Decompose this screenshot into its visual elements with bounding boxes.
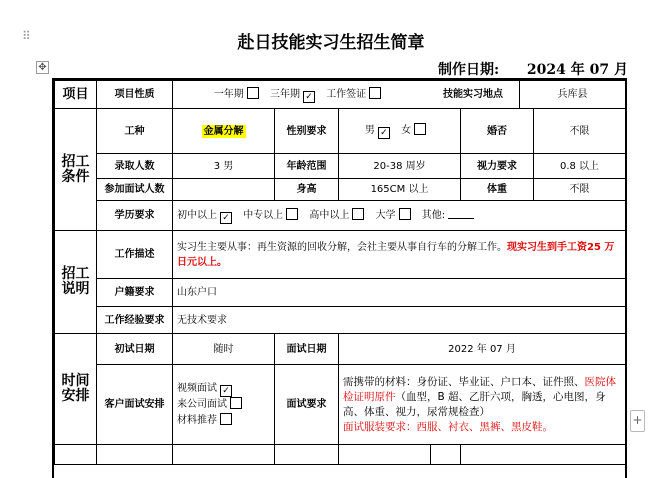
weight-label: 体重 — [461, 179, 534, 200]
option-material-referral[interactable]: 材料推荐 — [177, 413, 270, 429]
conditions-section-title: 招工条件 — [55, 109, 97, 231]
vision-cell — [461, 154, 626, 179]
check-mark-icon: ✓ — [222, 212, 230, 223]
hire-value: 3 男 — [173, 154, 275, 179]
add-row-icon[interactable]: + — [630, 410, 645, 432]
check-mark-icon: ✓ — [380, 128, 388, 138]
height-value: 165CM 以上 — [339, 179, 461, 201]
education-options — [173, 201, 626, 231]
drag-handle-icon[interactable]: ⠿ — [22, 29, 30, 43]
option-video-interview[interactable]: 视频面试 ✓ — [177, 381, 270, 397]
checkbox-material-referral[interactable] — [220, 413, 232, 425]
project-header: 项目 — [55, 81, 97, 109]
checkbox-male[interactable] — [378, 127, 390, 139]
conditions-row-hire — [55, 154, 626, 179]
location-value: 兵库县 — [557, 89, 588, 100]
schedule-row-client — [55, 365, 626, 445]
option-junior-high[interactable]: 初中以上 ✓ — [177, 210, 232, 221]
education-label: 学历要求 — [97, 201, 173, 231]
gender-label: 性别要求 — [275, 109, 339, 154]
checkbox-high-school[interactable] — [352, 208, 364, 220]
interviewees-value[interactable] — [173, 179, 275, 201]
checkbox-onsite-interview[interactable] — [230, 397, 242, 409]
interview-requirement-label: 面试要求 — [275, 365, 339, 445]
project-row — [55, 81, 626, 109]
option-three-year[interactable]: 三年期 ✓ — [270, 89, 315, 100]
interview-date-value: 2022 年 07 月 — [339, 334, 626, 365]
option-other[interactable]: 其他: — [422, 210, 475, 221]
option-high-school[interactable]: 高中以上 — [309, 210, 364, 221]
age-label: 年龄范围 — [275, 154, 339, 179]
conditions-row-education — [55, 201, 626, 231]
job-value: 金属分解 — [203, 125, 244, 137]
option-one-year[interactable]: 一年期 — [214, 89, 259, 100]
schedule-section-title: 时间安排 — [55, 334, 97, 445]
experience-value: 无技术要求 — [173, 307, 626, 334]
checkbox-junior-high[interactable] — [220, 212, 232, 224]
vision-value: 0.8 以上 — [559, 160, 600, 172]
height-label: 身高 — [275, 179, 339, 201]
location-label-text: 技能实习地点 — [427, 81, 520, 108]
document-title: 赴日技能实习生招生简章 — [237, 33, 425, 53]
married-cell — [461, 109, 626, 154]
checkbox-technical[interactable] — [286, 208, 298, 220]
interviewees-label: 参加面试人数 — [97, 179, 173, 201]
first-interview-value: 随时 — [173, 334, 275, 365]
option-male[interactable]: 男 ✓ — [365, 125, 390, 136]
location-cell — [443, 81, 626, 109]
checkbox-video-interview[interactable] — [220, 385, 232, 397]
interview-date-label: 面试日期 — [275, 334, 339, 365]
check-mark-icon: ✓ — [222, 385, 230, 396]
recruitment-form-table — [54, 80, 626, 465]
check-mark-icon: ✓ — [305, 91, 313, 102]
option-onsite-interview[interactable]: 来公司面试 — [177, 397, 270, 413]
married-label: 婚否 — [461, 109, 534, 153]
interview-requirement-text: 需携带的材料：身份证、毕业证、户口本、证件照、医院体检证明原件（血型，B 超、乙肝六项，胸透，心电图，身高、体重、视力，尿常规检查） 面试服装要求：西服、衬衣、黑裤、黑皮鞋。 — [339, 365, 626, 445]
description-section-title: 招工说明 — [55, 231, 97, 334]
client-interview-label: 客户面试安排 — [97, 365, 173, 445]
salary-highlight: 现实习生到手工资25 万日元以上。 — [177, 241, 615, 268]
checkbox-female[interactable] — [414, 123, 426, 135]
weight-cell — [461, 179, 626, 201]
next-row-partial — [55, 445, 626, 465]
date-label: 制作日期: — [438, 62, 500, 78]
work-description-text: 实习生主要从事：再生资源的回收分解，会社主要从事自行车的分解工作。 — [177, 241, 507, 253]
conditions-row-interviewees — [55, 179, 626, 201]
project-nature-label: 项目性质 — [97, 81, 173, 109]
checkbox-work-visa[interactable] — [369, 87, 381, 99]
job-label: 工种 — [97, 109, 173, 154]
schedule-row-dates — [55, 334, 626, 365]
checkbox-three-year[interactable] — [303, 91, 315, 103]
work-description-cell — [173, 231, 626, 279]
creation-date — [438, 59, 628, 79]
option-work-visa[interactable]: 工作签证 — [326, 89, 381, 100]
gender-options — [339, 109, 461, 154]
checkbox-one-year[interactable] — [247, 87, 259, 99]
hukou-value: 山东户口 — [173, 279, 626, 307]
option-university[interactable]: 大学 — [376, 210, 411, 221]
medical-certificate-note: 医院体检证明原件 — [343, 375, 616, 403]
married-value: 不限 — [569, 125, 590, 137]
age-value: 20-38 周岁 — [339, 154, 461, 179]
job-cell — [173, 109, 275, 154]
table-move-icon[interactable]: ✥ — [36, 61, 49, 74]
other-blank-field[interactable] — [448, 218, 474, 219]
option-female[interactable]: 女 — [401, 125, 426, 136]
dress-code-note: 面试服装要求：西服、衬衣、黑裤、黑皮鞋。 — [343, 420, 553, 433]
option-technical[interactable]: 中专以上 — [243, 210, 298, 221]
hukou-label: 户籍要求 — [97, 279, 173, 307]
conditions-row-job — [55, 109, 626, 154]
work-description-label: 工作描述 — [97, 231, 173, 279]
description-row-hukou — [55, 279, 626, 307]
project-nature-options — [173, 81, 431, 109]
first-interview-label: 初试日期 — [97, 334, 173, 365]
hire-label: 录取人数 — [97, 154, 173, 179]
client-interview-options — [173, 365, 275, 445]
weight-value: 不限 — [569, 184, 590, 195]
date-value: 2024 年 07 月 — [526, 62, 628, 78]
checkbox-university[interactable] — [399, 208, 411, 220]
description-row-work — [55, 231, 626, 279]
description-row-experience — [55, 307, 626, 334]
vision-label: 视力要求 — [461, 154, 534, 178]
experience-label: 工作经验要求 — [97, 307, 173, 334]
